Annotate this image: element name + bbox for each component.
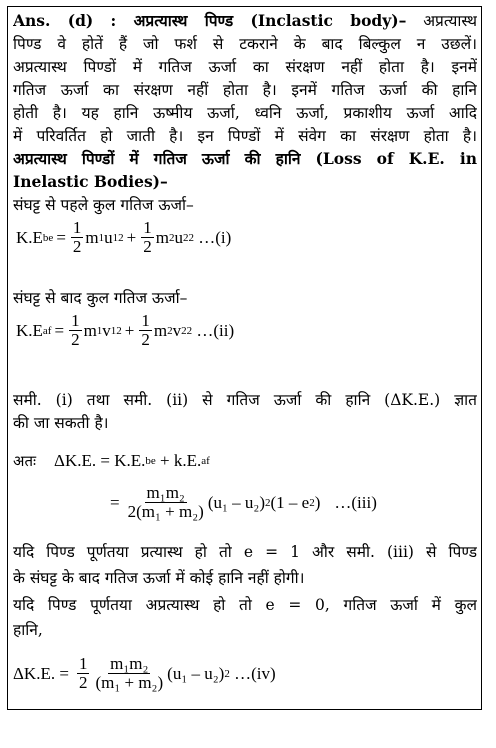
eq5-tag: …(iv) xyxy=(229,663,276,683)
eq2-f1-num: 1 xyxy=(71,311,80,330)
eq1-m2: m xyxy=(155,227,169,247)
eq3-mid: + k.E. xyxy=(155,451,202,470)
eq4-equals: = xyxy=(110,492,120,512)
eq4-fraction xyxy=(126,484,206,521)
eq2-v2: v xyxy=(172,320,182,340)
para3-line3: यदि पिण्ड पूर्णतया अप्रत्यास्थ हो तो e = 0, गतिज ऊर्जा में कुल xyxy=(13,596,477,614)
eq1-f2-den: 2 xyxy=(143,237,152,256)
before-collision-label: संघट्ट से पहले कुल गतिज ऊर्जा– xyxy=(13,196,194,214)
eq2-fraction-1 xyxy=(69,312,82,349)
eq5-fraction-1 xyxy=(77,655,90,692)
eq4-tag: …(iii) xyxy=(334,492,377,512)
eq1-m1-sub: 1 xyxy=(98,231,105,244)
equation-2 xyxy=(16,312,234,349)
para3-line1: यदि पिण्ड पूर्णतया प्रत्यास्थ हो तो e = 1 और समी. (iii) से पिण्ड xyxy=(13,543,477,561)
eq4-diff: (u₁ – u₂) xyxy=(207,492,265,512)
eq1-m2-sub: 2 xyxy=(168,231,175,244)
para2-line2: की जा सकती है। xyxy=(13,414,109,432)
eq2-tag: …(ii) xyxy=(192,320,235,340)
eq1-f1-den: 2 xyxy=(72,237,82,256)
eq1-u1-sub: 1 xyxy=(112,231,119,244)
para3-line2: के संघट्ट के बाद गतिज ऊर्जा में कोई हानि नहीं होगी। xyxy=(13,569,305,587)
para1-line1 xyxy=(13,11,477,31)
eq2-v1-sub: 1 xyxy=(110,324,117,337)
eq1-m1: m xyxy=(85,227,99,247)
eq2-lhs: K.E xyxy=(16,320,43,340)
eq1-u2-sup: 2 xyxy=(188,231,194,244)
para1-line4: गतिज ऊर्जा का संरक्षण नहीं होता है। इनमें गतिज ऊर्जा की हानि xyxy=(13,81,477,99)
eq1-tag: …(i) xyxy=(193,227,232,247)
eq2-plus: + xyxy=(124,320,135,340)
equation-5 xyxy=(13,655,276,692)
eq1-fraction-2 xyxy=(141,219,154,256)
para1-line2: पिण्ड वे होतें हैं जो फर्श से टकराने के बाद बिल्कुल न उछलें। xyxy=(13,35,477,53)
eq4-den: 2(m₁ + m₂) xyxy=(127,502,204,521)
para2-line1: समी. (i) तथा समी. (ii) से गतिज ऊर्जा की हानि (ΔK.E.) ज्ञात xyxy=(13,391,477,409)
eq1-lhs: K.E xyxy=(16,227,43,247)
para1-line1-tail: अप्रत्यास्थ xyxy=(423,12,477,30)
eq2-m2-sub: 2 xyxy=(167,324,173,337)
eq4-num: m₁m₂ xyxy=(146,483,185,502)
eq2-fraction-2 xyxy=(139,312,152,349)
eq5-diff-sup: 2 xyxy=(224,667,230,680)
eq2-f2-num: 1 xyxy=(141,311,150,330)
eq1-equals: = xyxy=(56,227,66,247)
eq2-m1: m xyxy=(83,320,97,340)
eq1-f1-num: 1 xyxy=(72,218,82,237)
eq3-sub2: af xyxy=(201,455,210,467)
eq3-sub1: be xyxy=(145,455,156,467)
eq5-fraction-2 xyxy=(93,655,165,692)
eq5-diff: (u₁ – u₂) xyxy=(167,663,225,683)
equation-1 xyxy=(16,219,231,256)
eq2-f2-den: 2 xyxy=(141,330,150,349)
eq2-v1-sup: 2 xyxy=(116,324,122,337)
eq4-close: ) xyxy=(314,492,321,512)
eq1-f2-num: 1 xyxy=(143,218,152,237)
eq4-factor: (1 – e xyxy=(270,492,310,512)
eq2-m1-sub: 1 xyxy=(96,324,103,337)
eq5-lhs: ΔK.E. = xyxy=(13,663,69,683)
eq1-u1-sup: 2 xyxy=(118,231,124,244)
eq1-lhs-sub: be xyxy=(42,231,54,244)
eq5-f1-den: 2 xyxy=(78,673,88,692)
eq2-f1-den: 2 xyxy=(71,330,80,349)
eq1-u2-sub: 2 xyxy=(182,231,189,244)
eq2-lhs-sub: af xyxy=(42,324,52,337)
para1-line5: होती है। यह हानि ऊष्मीय ऊर्जा, ध्वनि ऊर्जा, प्रकाशीय ऊर्जा आदि xyxy=(13,104,477,122)
eq1-plus: + xyxy=(126,227,137,247)
para1-line3: अप्रत्यास्थ पिण्डों में गतिज ऊर्जा का संरक्षण नहीं होता है। इनमें xyxy=(13,58,477,76)
eq2-m2: m xyxy=(153,320,168,340)
eq5-num: m₁m₂ xyxy=(110,654,149,673)
eq2-v2-sup: 2 xyxy=(186,324,193,337)
para1-line6: में परिवर्तित हो जाती है। इन पिण्डों में संवेग का संरक्षण होता है। xyxy=(13,127,477,145)
eq1-fraction-1 xyxy=(71,219,84,256)
eq3-prefix: अतः xyxy=(13,452,37,470)
answer-box xyxy=(7,6,482,710)
eq4-diff-sup: 2 xyxy=(265,496,271,509)
eq1-u2: u xyxy=(174,227,183,247)
section-heading-line2: Inelastic Bodies)– xyxy=(13,172,168,191)
eq4-factor-sup: 2 xyxy=(309,496,315,509)
eq2-v2-sub: 2 xyxy=(181,324,187,337)
eq5-den: (m₁ + m₂) xyxy=(95,673,164,692)
eq3-body: ΔK.E. = K.E. xyxy=(54,451,146,470)
after-collision-label: संघट्ट से बाद कुल गतिज ऊर्जा– xyxy=(13,289,188,307)
eq2-equals: = xyxy=(54,320,65,340)
section-heading-line1: अप्रत्यास्थ पिण्डों में गतिज ऊर्जा की हानि (Loss of K.E. in xyxy=(13,149,477,168)
para3-line4: हानि, xyxy=(13,621,43,639)
eq5-f1-num: 1 xyxy=(78,654,88,673)
answer-heading: Ans. (d) : अप्रत्यास्थ पिण्ड (Inclastic body)– xyxy=(13,11,407,30)
eq2-v1: v xyxy=(102,320,111,340)
equation-4 xyxy=(110,484,377,521)
eq1-u1: u xyxy=(104,227,113,247)
equation-3 xyxy=(13,451,210,471)
